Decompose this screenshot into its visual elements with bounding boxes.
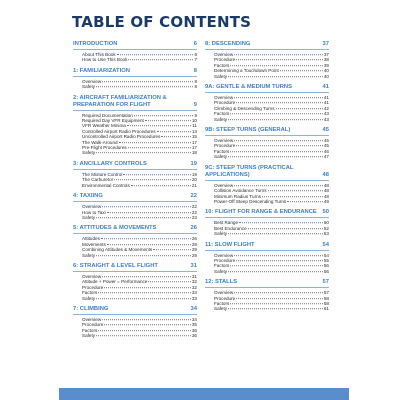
dot-leader — [236, 60, 323, 61]
dot-leader — [114, 179, 191, 180]
dot-leader — [119, 142, 191, 143]
dot-leader — [107, 244, 191, 245]
dot-leader — [96, 153, 191, 154]
entry-page-number: 31 — [191, 273, 197, 279]
entry-page-number: 41 — [323, 100, 329, 106]
dot-leader — [98, 292, 191, 293]
entry-label: Procedure — [82, 322, 104, 328]
section-heading[interactable] — [205, 41, 329, 50]
dot-leader — [239, 223, 323, 224]
entry-label: Controlled Airport Radio Procedures — [82, 128, 156, 134]
dot-leader — [96, 335, 191, 336]
entry-page-number: 48 — [323, 193, 329, 199]
section-title: 4: TAXIING — [73, 193, 103, 200]
toc-entry[interactable] — [73, 296, 197, 301]
entry-page-number: 29 — [191, 252, 197, 258]
entry-label: Required Documentation — [82, 112, 133, 118]
entry-page-number: 33 — [191, 290, 197, 296]
dot-leader — [230, 303, 323, 304]
section-heading[interactable] — [73, 225, 197, 234]
section-title: INTRODUCTION — [73, 41, 118, 47]
entry-page-number: 11 — [192, 123, 197, 129]
entry-label: Climbing & Descending Turns — [214, 105, 275, 111]
entry-page-number: 42 — [323, 105, 329, 111]
toc-entry[interactable] — [205, 74, 329, 79]
toc-section — [73, 263, 197, 301]
dot-leader — [234, 185, 323, 186]
entry-page-number: 52 — [323, 225, 329, 231]
dot-leader — [102, 81, 193, 82]
dot-leader — [123, 174, 191, 175]
dot-leader — [234, 54, 323, 55]
entry-page-number: 36 — [191, 333, 197, 339]
section-title: 7: CLIMBING — [73, 305, 109, 312]
entry-page-number: 43 — [323, 111, 329, 117]
toc-section — [73, 161, 197, 188]
entry-page-number: 9 — [194, 112, 197, 118]
entry-page-number: 32 — [191, 279, 197, 285]
dot-leader — [96, 217, 191, 218]
dot-leader — [230, 113, 323, 114]
entry-label: Overview — [214, 252, 234, 258]
section-heading[interactable] — [73, 161, 197, 170]
entry-label: Factors — [214, 62, 230, 68]
entry-page-number: 22 — [191, 209, 197, 215]
section-heading[interactable] — [205, 209, 329, 218]
entry-label: Factors — [82, 290, 98, 296]
entry-page-number: 43 — [323, 116, 329, 122]
entry-label: Procedure — [214, 257, 236, 263]
dot-leader — [148, 282, 191, 283]
dot-leader — [228, 119, 323, 120]
entry-label: Safety — [214, 116, 228, 122]
dot-leader — [234, 140, 323, 141]
dot-leader — [104, 325, 191, 326]
toc-entry[interactable] — [73, 57, 197, 62]
dot-leader — [228, 309, 323, 310]
section-page-number: 19 — [190, 160, 197, 167]
dot-leader — [228, 76, 323, 77]
dot-leader — [228, 271, 323, 272]
toc-section — [205, 279, 329, 312]
section-title: 9B: STEEP TURNS (GENERAL) — [205, 127, 291, 134]
dot-leader — [107, 212, 191, 213]
entry-label: Power-Off Steep Descending Turns — [214, 198, 287, 204]
entry-page-number: 38 — [323, 57, 329, 63]
section-title: 10: FLIGHT FOR RANGE & ENDURANCE — [205, 209, 317, 216]
dot-leader — [134, 115, 194, 116]
section-page-number: 22 — [190, 193, 197, 200]
section-page-number: 50 — [322, 209, 329, 216]
entry-label: Procedure — [214, 100, 236, 106]
entry-label: Overview — [214, 290, 234, 296]
entry-label: The Carburetor — [82, 177, 114, 183]
entry-page-number: 54 — [323, 252, 329, 258]
entry-page-number: 61 — [323, 306, 329, 312]
toc-entry[interactable] — [205, 231, 329, 236]
entry-page-number: 7 — [194, 57, 197, 63]
entry-page-number: 48 — [323, 182, 329, 188]
entry-label: Best Range — [214, 220, 239, 226]
entry-page-number: 40 — [323, 73, 329, 79]
entry-label: Safety — [82, 150, 96, 156]
entry-page-number: 39 — [323, 62, 329, 68]
entry-label: Factors — [214, 300, 230, 306]
entry-page-number: 35 — [191, 322, 197, 328]
entry-label: Pre-Flight Procedures — [82, 145, 127, 151]
dot-leader — [228, 156, 323, 157]
section-page-number: 9 — [193, 101, 197, 108]
dot-leader — [102, 319, 191, 320]
section-page-number: 8 — [193, 67, 197, 74]
toc-section — [73, 193, 197, 220]
section-heading[interactable] — [73, 41, 197, 50]
dot-leader — [131, 185, 191, 186]
entry-page-number: 58 — [323, 295, 329, 301]
page-title: TABLE OF CONTENTS — [72, 13, 252, 31]
toc-section — [73, 306, 197, 339]
dot-leader — [128, 147, 191, 148]
entry-label: Factors — [214, 148, 230, 154]
section-heading[interactable] — [73, 263, 197, 272]
section-title: 12: STALLS — [205, 279, 238, 286]
section-heading[interactable] — [205, 279, 329, 288]
dot-leader — [102, 276, 191, 277]
entry-page-number: 46 — [323, 148, 329, 154]
entry-page-number: 8 — [194, 84, 197, 90]
section-title: 2: AIRCRAFT FAMILIARIZATION & PREPARATION FOR FLIGHT — [73, 94, 167, 108]
entry-page-number: 49 — [323, 198, 329, 204]
entry-label: Combining Attitudes & Movements — [82, 247, 153, 253]
entry-label: Required Day VFR Equipment — [82, 118, 144, 124]
entry-label: Overview — [214, 182, 234, 188]
toc-entry[interactable] — [205, 117, 329, 122]
entry-page-number: 6 — [194, 52, 197, 57]
entry-label: Procedure — [214, 57, 236, 63]
entry-page-number: 48 — [323, 188, 329, 194]
dot-leader — [230, 151, 323, 152]
entry-label: Overview — [214, 138, 234, 144]
entry-page-number: 36 — [191, 327, 197, 333]
section-heading[interactable] — [73, 68, 197, 77]
entry-label: Safety — [82, 295, 96, 301]
section-page-number: 41 — [322, 84, 329, 91]
entry-page-number: 57 — [323, 290, 329, 296]
entry-page-number: 45 — [323, 143, 329, 149]
entry-page-number: 19 — [191, 171, 197, 177]
entry-page-number: 56 — [323, 268, 329, 274]
dot-leader — [153, 249, 191, 250]
entry-page-number: 56 — [323, 263, 329, 269]
entry-page-number: 32 — [191, 284, 197, 290]
dot-leader — [236, 298, 323, 299]
entry-label: Safety — [214, 231, 228, 237]
entry-label: Safety — [214, 154, 228, 160]
entry-label: Procedure — [214, 143, 236, 149]
toc-entry[interactable] — [205, 154, 329, 159]
dot-leader — [98, 330, 191, 331]
entry-label: The Walk-Around — [82, 139, 118, 145]
entry-page-number: 29 — [191, 247, 197, 253]
entry-label: Overview — [82, 204, 102, 210]
entry-label: How to Use This Book — [82, 57, 128, 63]
dot-leader — [276, 108, 323, 109]
section-heading[interactable] — [205, 127, 329, 136]
section-page-number: 48 — [322, 171, 329, 178]
entry-page-number: 58 — [323, 300, 329, 306]
entry-page-number: 17 — [191, 145, 197, 151]
dot-leader — [117, 54, 194, 55]
entry-label: Safety — [214, 73, 228, 79]
entry-page-number: 33 — [191, 295, 197, 301]
dot-leader — [96, 298, 191, 299]
entry-page-number: 21 — [191, 182, 197, 188]
entry-label: Safety — [214, 268, 228, 274]
toc-entry[interactable] — [73, 150, 197, 155]
dot-leader — [280, 70, 323, 71]
toc-section — [73, 95, 197, 156]
entry-label: Factors — [214, 263, 230, 269]
section-page-number: 31 — [190, 262, 197, 269]
dot-leader — [101, 239, 191, 240]
entry-label: Safety — [214, 306, 228, 312]
dot-leader — [230, 266, 323, 267]
entry-label: Overview — [82, 273, 102, 279]
dot-leader — [96, 255, 191, 256]
dot-leader — [248, 228, 323, 229]
section-page-number: 57 — [322, 279, 329, 286]
dot-leader — [96, 86, 193, 87]
dot-leader — [234, 97, 323, 98]
entry-label: About This Book — [82, 52, 116, 57]
entry-label: Procedure — [214, 295, 236, 301]
toc-column-right — [205, 41, 329, 317]
section-title: 11: SLOW FLIGHT — [205, 241, 255, 248]
toc-entry[interactable] — [205, 199, 329, 204]
entry-label: Safety — [82, 214, 96, 220]
entry-page-number: 13 — [191, 128, 197, 134]
section-page-number: 54 — [322, 241, 329, 248]
entry-page-number: 55 — [323, 257, 329, 263]
section-title: 1: FAMILIARIZATION — [73, 67, 130, 74]
entry-page-number: 47 — [323, 154, 329, 160]
toc-entry[interactable] — [73, 215, 197, 220]
section-title: 5: ATTITUDES & MOVEMENTS — [73, 225, 157, 232]
entry-label: Environmental Controls — [82, 182, 130, 188]
toc-entry[interactable] — [73, 333, 197, 338]
section-heading[interactable] — [73, 95, 197, 111]
entry-page-number: 37 — [323, 52, 329, 57]
section-title: 9A: GENTLE & MEDIUM TURNS — [205, 84, 292, 91]
section-heading[interactable] — [73, 306, 197, 315]
entry-page-number: 45 — [323, 138, 329, 144]
section-title: 6: STRAIGHT & LEVEL FLIGHT — [73, 262, 158, 269]
section-heading[interactable] — [205, 242, 329, 251]
entry-label: Safety — [82, 252, 96, 258]
section-heading[interactable] — [205, 165, 329, 181]
section-title: 9C: STEEP TURNS (PRACTICAL APPLICATIONS) — [205, 164, 294, 178]
entry-label: VFR Weather Minima — [82, 123, 126, 129]
toc-section — [205, 84, 329, 122]
entry-page-number: 23 — [191, 214, 197, 220]
entry-page-number: 8 — [194, 78, 197, 84]
toc-section — [73, 68, 197, 90]
entry-label: Attitudes — [82, 236, 100, 242]
entry-label: Factors — [82, 327, 98, 333]
entry-label: Safety — [82, 333, 96, 339]
section-title: 8: DESCENDING — [205, 41, 251, 47]
section-heading[interactable] — [73, 193, 197, 202]
dot-leader — [234, 292, 323, 293]
entry-page-number: 28 — [191, 241, 197, 247]
entry-label: Overview — [82, 78, 102, 84]
toc-column-left — [73, 41, 197, 344]
entry-label: Collision Avoidance Turns — [214, 188, 267, 194]
entry-page-number: 40 — [323, 68, 329, 74]
dot-leader — [236, 260, 323, 261]
toc-section — [205, 41, 329, 79]
toc-entry[interactable] — [73, 253, 197, 258]
dot-leader — [236, 103, 323, 104]
dot-leader — [262, 196, 323, 197]
dot-leader — [102, 206, 191, 207]
entry-page-number: 15 — [191, 134, 197, 140]
dot-leader — [157, 131, 191, 132]
entry-label: Overview — [214, 95, 234, 101]
toc-entry[interactable] — [205, 269, 329, 274]
entry-label: Best Endurance — [214, 225, 247, 231]
entry-page-number: 20 — [191, 177, 197, 183]
dot-leader — [104, 287, 191, 288]
dot-leader — [236, 146, 323, 147]
section-page-number: 26 — [190, 225, 197, 232]
section-page-number: 6 — [193, 41, 197, 47]
toc-section — [205, 209, 329, 236]
entry-page-number: 22 — [191, 204, 197, 210]
dot-leader — [230, 65, 323, 66]
entry-page-number: 10 — [191, 118, 197, 124]
entry-label: Determining a Touchdown Point — [214, 68, 279, 74]
entry-label: Safety — [82, 84, 96, 90]
section-page-number: 45 — [322, 127, 329, 134]
entry-label: Attitude + Power = Performance — [82, 279, 148, 285]
entry-label: Uncontrolled Airport Radio Procedures — [82, 134, 161, 140]
entry-label: How to Taxi — [82, 209, 106, 215]
footer-bar — [59, 388, 349, 400]
dot-leader — [128, 60, 193, 61]
section-page-number: 37 — [322, 41, 329, 47]
toc-section — [205, 242, 329, 275]
entry-label: The Mixture Control — [82, 171, 123, 177]
entry-page-number: 17 — [191, 139, 197, 145]
section-page-number: 34 — [190, 305, 197, 312]
entry-label: Overview — [214, 52, 234, 57]
dot-leader — [127, 126, 191, 127]
toc-section — [205, 127, 329, 160]
dot-leader — [287, 201, 323, 202]
dot-leader — [161, 136, 190, 137]
entry-page-number: 50 — [323, 220, 329, 226]
entry-page-number: 53 — [323, 231, 329, 237]
section-heading[interactable] — [205, 84, 329, 93]
entry-label: Factors — [214, 111, 230, 117]
entry-page-number: 34 — [191, 316, 197, 322]
toc-section — [205, 165, 329, 205]
entry-label: Movements — [82, 241, 106, 247]
entry-label: Procedure — [82, 284, 104, 290]
entry-label: Minimum Radius Turns — [214, 193, 261, 199]
section-title: 3: ANCILLARY CONTROLS — [73, 160, 147, 167]
entry-page-number: 26 — [191, 236, 197, 242]
dot-leader — [145, 120, 191, 121]
dot-leader — [268, 190, 323, 191]
toc-entry[interactable] — [73, 84, 197, 89]
dot-leader — [228, 233, 323, 234]
toc-section — [73, 225, 197, 258]
entry-page-number: 18 — [191, 150, 197, 156]
toc-entry[interactable] — [205, 306, 329, 311]
toc-section — [73, 41, 197, 63]
entry-page-number: 41 — [323, 95, 329, 101]
entry-label: Overview — [82, 316, 102, 322]
dot-leader — [234, 255, 323, 256]
toc-entry[interactable] — [73, 183, 197, 188]
